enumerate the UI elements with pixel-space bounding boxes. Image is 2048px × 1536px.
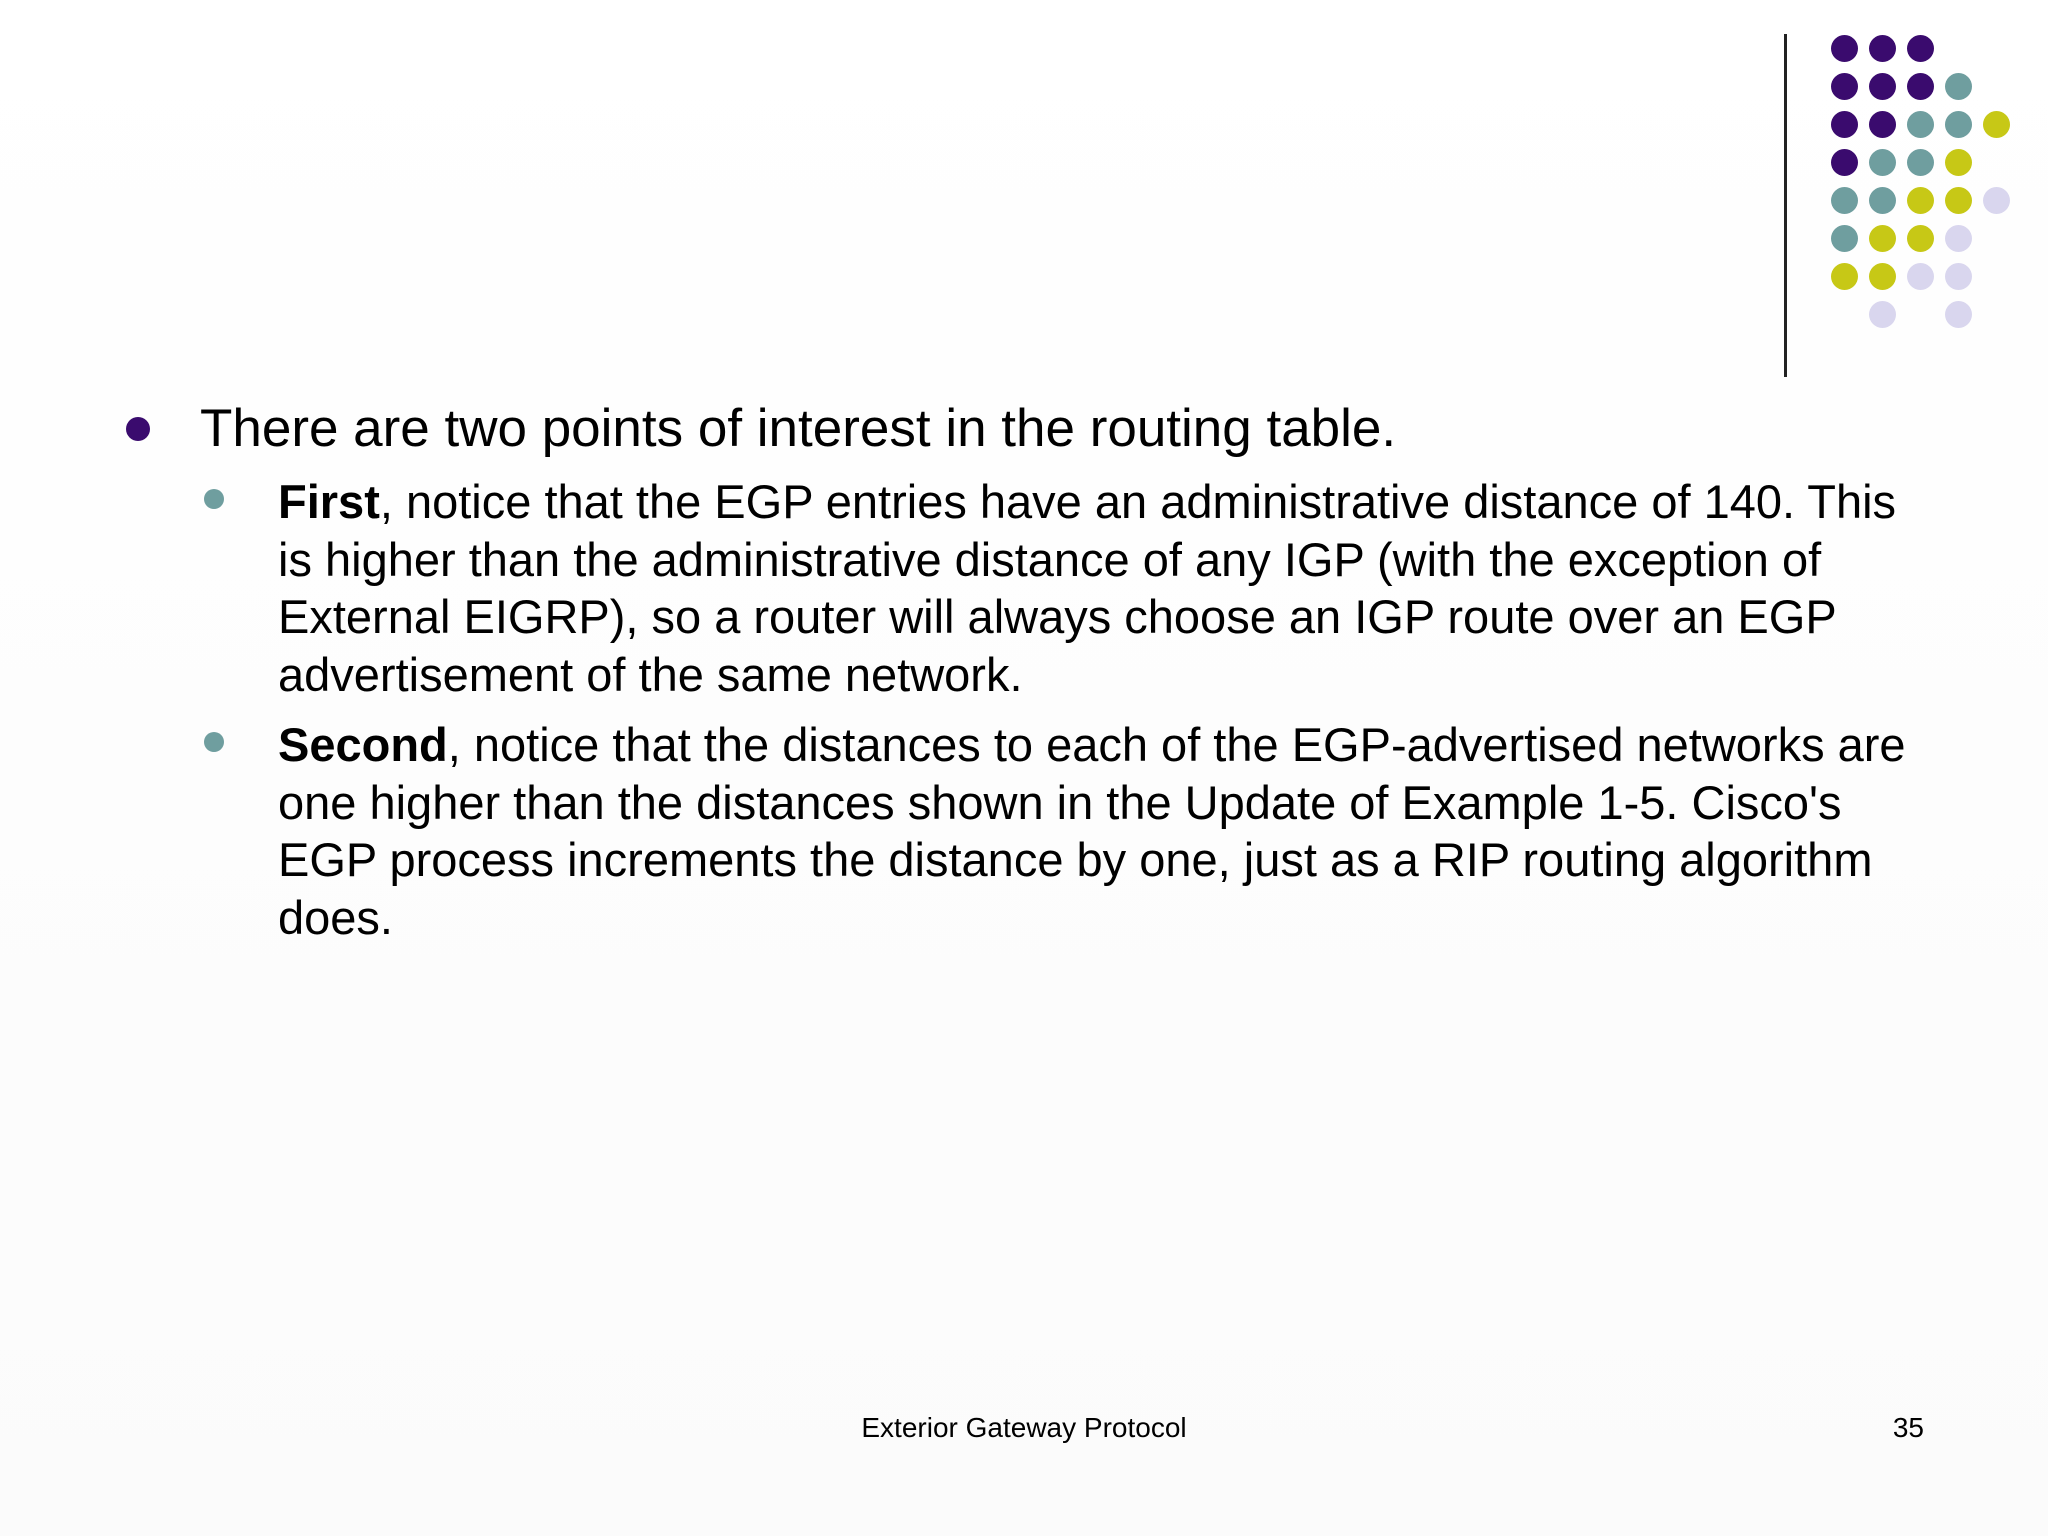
decorative-dot xyxy=(1831,73,1858,100)
decorative-dot xyxy=(1945,301,1972,328)
decorative-dot xyxy=(1983,187,2010,214)
header-divider-line xyxy=(1784,34,1787,377)
decorative-dot xyxy=(1831,263,1858,290)
subpoint-text: , notice that the EGP entries have an administrative distance of 140. This is higher than the administrative distance of any IGP (with the exception of External EIGRP), so a router will always choose an IGP route over an EGP advertisement of the same network. xyxy=(278,475,1897,701)
decorative-dot xyxy=(1869,263,1896,290)
sub-bullet-icon xyxy=(204,489,224,509)
decorative-dot xyxy=(1907,225,1934,252)
decorative-dot xyxy=(1907,149,1934,176)
decorative-dot xyxy=(1869,301,1896,328)
decorative-dot xyxy=(1831,187,1858,214)
decorative-dot xyxy=(1945,111,1972,138)
decorative-dot xyxy=(1869,111,1896,138)
subpoint-first xyxy=(278,473,1938,703)
decorative-dot xyxy=(1907,35,1934,62)
decorative-dot xyxy=(1945,263,1972,290)
decorative-dot xyxy=(1907,263,1934,290)
decorative-dot xyxy=(1831,225,1858,252)
decorative-dot xyxy=(1945,225,1972,252)
decorative-dot xyxy=(1907,111,1934,138)
decorative-dot xyxy=(1831,149,1858,176)
subpoint-lead: First xyxy=(278,475,380,528)
footer-title: Exterior Gateway Protocol xyxy=(861,1412,1187,1443)
sub-bullet-icon xyxy=(204,732,224,752)
main-point: There are two points of interest in the routing table. xyxy=(200,399,1397,458)
decorative-dot xyxy=(1831,111,1858,138)
decorative-dot xyxy=(1831,35,1858,62)
decorative-dot xyxy=(1869,187,1896,214)
subpoint-lead: Second xyxy=(278,718,448,771)
decorative-dot xyxy=(1983,111,2010,138)
decorative-dot xyxy=(1869,149,1896,176)
subpoint-text: , notice that the distances to each of the EGP-advertised networks are one higher than the distances shown in the Update of Example 1-5. Cisco's EGP process increments the distance by one, just as a RIP routing algorithm does. xyxy=(278,718,1906,944)
decorative-dot xyxy=(1945,73,1972,100)
decorative-dot xyxy=(1869,35,1896,62)
decorative-dot xyxy=(1945,149,1972,176)
decorative-dot xyxy=(1907,73,1934,100)
decorative-dot xyxy=(1869,225,1896,252)
decorative-dot xyxy=(1869,73,1896,100)
page-number: 35 xyxy=(1892,1412,1924,1443)
decorative-dot xyxy=(1907,187,1934,214)
bullet-icon xyxy=(126,417,150,441)
decorative-dot xyxy=(1945,187,1972,214)
subpoint-second xyxy=(278,716,1938,946)
